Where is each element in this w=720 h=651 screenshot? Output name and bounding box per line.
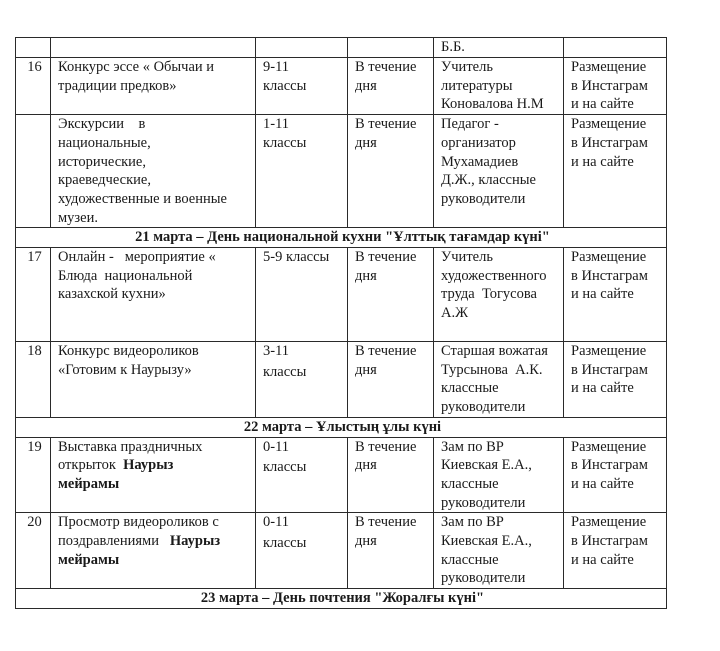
cell-responsible <box>434 437 564 513</box>
event-line: Конкурс видеороликов <box>58 343 199 360</box>
event-text: открыток <box>58 457 124 474</box>
cell-event <box>51 115 256 228</box>
responsible-line: руководители <box>441 494 526 511</box>
format-line: и на сайте <box>571 380 634 397</box>
format-line: и на сайте <box>571 96 634 113</box>
format-line: и на сайте <box>571 286 634 303</box>
grades-line: 0-11 <box>263 438 290 455</box>
format-line: в Инстаграм <box>571 134 648 151</box>
time-line: В течение <box>355 116 417 133</box>
cell-event <box>51 38 256 58</box>
cell-format <box>564 38 667 58</box>
event-line: краеведческие, <box>58 172 151 189</box>
time-line: В течение <box>355 438 417 455</box>
format-line: в Инстаграм <box>571 533 648 550</box>
cell-responsible: Б.Б. <box>434 38 564 58</box>
event-line: Экскурсии в <box>58 116 146 133</box>
cell-time <box>348 58 434 115</box>
grades-line: классы <box>263 459 307 476</box>
format-line: в Инстаграм <box>571 457 648 474</box>
time-line: В течение <box>355 59 417 75</box>
cell-responsible <box>434 248 564 342</box>
events-plan-table <box>15 37 667 609</box>
cell-grades <box>256 342 348 418</box>
cell-format <box>564 58 667 115</box>
cell-number <box>16 38 51 58</box>
cell-responsible <box>434 513 564 589</box>
responsible-line: руководители <box>441 570 526 587</box>
cell-responsible <box>434 58 564 115</box>
responsible-line: художественного <box>441 267 547 284</box>
responsible-line: Зам по ВР <box>441 438 504 455</box>
time-line: дня <box>355 77 377 94</box>
responsible-line: Мухамадиев <box>441 153 519 170</box>
cell-event: Конкурс эссе « Обычаи и традиции предков» <box>51 58 256 115</box>
cell-grades <box>256 58 348 115</box>
cell-format <box>564 513 667 589</box>
time-line: В течение <box>355 514 417 531</box>
time-line: дня <box>355 361 377 378</box>
section-heading: 22 марта – Ұлыстың ұлы күні <box>16 417 667 437</box>
event-line <box>58 456 251 475</box>
event-line: музеи. <box>58 209 98 226</box>
table-row <box>16 115 667 228</box>
responsible-line: Зам по ВР <box>441 514 504 531</box>
event-line: «Готовим к Наурызу» <box>58 361 192 378</box>
table-row <box>16 513 667 589</box>
event-holiday-name: мейрамы <box>58 551 120 568</box>
cell-time <box>348 437 434 513</box>
cell-number: 16 <box>16 58 51 115</box>
grades-line: классы <box>263 77 307 94</box>
cell-grades <box>256 513 348 589</box>
format-line: в Инстаграм <box>571 267 648 284</box>
table-row <box>16 248 667 342</box>
time-line: дня <box>355 533 377 550</box>
table-row <box>16 58 667 115</box>
cell-number: 20 <box>16 513 51 589</box>
format-line: Размещение <box>571 438 647 455</box>
cell-event <box>51 342 256 418</box>
cell-grades <box>256 115 348 228</box>
event-line: Онлайн - мероприятие « <box>58 249 216 266</box>
event-holiday-name: Наурыз <box>123 457 174 474</box>
responsible-line: Турсынова А.К. <box>441 361 543 378</box>
responsible-line: организатор <box>441 134 516 151</box>
grades-line: 0-11 <box>263 514 290 531</box>
format-line: в Инстаграм <box>571 77 648 94</box>
cell-number: 19 <box>16 437 51 513</box>
section-heading: 23 марта – День почтения "Жоралғы күні" <box>16 589 667 609</box>
cell-time <box>348 513 434 589</box>
format-line: Размещение <box>571 116 647 133</box>
event-line: исторические, <box>58 153 146 170</box>
table-row <box>16 342 667 418</box>
responsible-line: Коновалова Н.М <box>441 96 544 113</box>
cell-number <box>16 115 51 228</box>
grades-line: классы <box>263 535 307 552</box>
format-line: Размещение <box>571 514 647 531</box>
responsible-line: Д.Ж., классные <box>441 172 536 189</box>
section-row-march-21 <box>16 228 667 248</box>
event-text: поздравлениями <box>58 533 170 550</box>
responsible-line: А.Ж <box>441 305 469 322</box>
responsible-line: Киевская Е.А., <box>441 457 532 474</box>
event-line: художественные и военные <box>58 190 227 207</box>
format-line: и на сайте <box>571 475 634 492</box>
time-line: дня <box>355 134 377 151</box>
responsible-line: руководители <box>441 190 526 207</box>
responsible-line: литературы <box>441 77 513 94</box>
cell-grades <box>256 38 348 58</box>
event-line: Просмотр видеороликов с <box>58 514 219 531</box>
cell-time <box>348 248 434 342</box>
time-line: В течение <box>355 343 417 360</box>
cell-time <box>348 115 434 228</box>
time-line: дня <box>355 267 377 284</box>
cell-format <box>564 115 667 228</box>
cell-format <box>564 437 667 513</box>
section-heading: 21 марта – День национальной кухни "Ұлттық тағамдар күні" <box>16 228 667 248</box>
cell-event <box>51 437 256 513</box>
cell-grades: 5-9 классы <box>256 248 348 342</box>
responsible-line: труда Тогусова <box>441 286 537 303</box>
cell-number: 17 <box>16 248 51 342</box>
cell-format <box>564 342 667 418</box>
format-line: Размещение <box>571 249 647 266</box>
grades-line: 9-11 <box>263 59 290 75</box>
grades-line: 3-11 <box>263 343 290 360</box>
table-row-continuation <box>16 38 667 58</box>
section-row-march-23 <box>16 589 667 609</box>
responsible-line: Старшая вожатая <box>441 343 548 360</box>
grades-line: классы <box>263 363 307 380</box>
responsible-line: классные <box>441 475 499 492</box>
cell-time <box>348 38 434 58</box>
responsible-line: руководители <box>441 399 526 416</box>
cell-format <box>564 248 667 342</box>
grades-line: классы <box>263 134 307 151</box>
cell-event <box>51 248 256 342</box>
event-line <box>58 532 251 551</box>
time-line: В течение <box>355 249 417 266</box>
cell-number: 18 <box>16 342 51 418</box>
responsible-line: Учитель <box>441 59 493 75</box>
responsible-line: Учитель <box>441 249 493 266</box>
event-holiday-name: Наурыз <box>169 533 221 550</box>
cell-grades <box>256 437 348 513</box>
responsible-line: классные <box>441 551 499 568</box>
table-row <box>16 437 667 513</box>
event-holiday-name: мейрамы <box>58 475 120 492</box>
responsible-line: Педагог - <box>441 116 499 133</box>
event-line: Выставка праздничных <box>58 438 203 455</box>
responsible-line: Киевская Е.А., <box>441 533 532 550</box>
time-line: дня <box>355 457 377 474</box>
event-line: казахской кухни» <box>58 286 166 303</box>
cell-time <box>348 342 434 418</box>
cell-responsible <box>434 115 564 228</box>
section-row-march-22 <box>16 417 667 437</box>
event-line: Блюда национальной <box>58 267 193 284</box>
cell-responsible <box>434 342 564 418</box>
responsible-line: классные <box>441 380 499 397</box>
format-line: и на сайте <box>571 153 634 170</box>
event-line: национальные, <box>58 134 151 151</box>
format-line: и на сайте <box>571 551 634 568</box>
grades-line: 1-11 <box>263 116 290 133</box>
format-line: Размещение <box>571 59 647 75</box>
format-line: в Инстаграм <box>571 361 648 378</box>
format-line: Размещение <box>571 343 647 360</box>
cell-event <box>51 513 256 589</box>
